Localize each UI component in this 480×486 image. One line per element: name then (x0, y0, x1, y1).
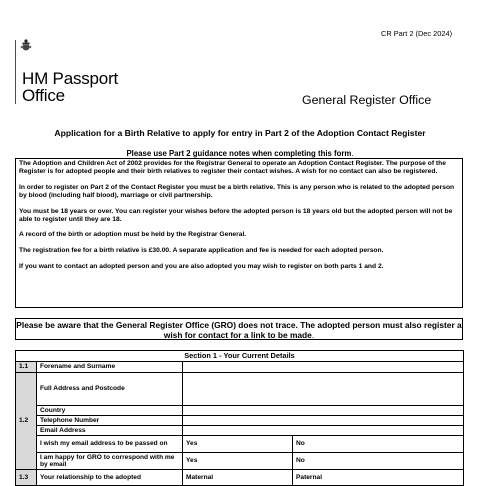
relationship-label: Your relationship to the adopted (37, 470, 183, 486)
department-name: General Register Office (302, 93, 432, 107)
forename-label: Forename and Surname (37, 362, 183, 373)
email-correspond-label: I am happy for GRO to correspond with me by email (37, 453, 183, 470)
logo-line-2: Office (22, 86, 65, 105)
email-input[interactable] (183, 426, 464, 436)
logo-divider (15, 40, 16, 104)
question-number: 1.2 (16, 373, 37, 470)
section-1-table (15, 350, 464, 486)
form-reference: CR Part 2 (Dec 2024) (381, 29, 453, 38)
email-pass-on-no-option[interactable]: No (293, 436, 464, 453)
notice-period: . (311, 330, 315, 340)
relationship-paternal-option[interactable]: Paternal (293, 470, 464, 486)
email-label: Email Address (37, 426, 183, 436)
question-number: 1.3 (16, 470, 37, 486)
info-paragraph: You must be 18 years or over. You can register your wishes before the adopted person is 18 years old but the adopted person will not be able to register until they are 18. (19, 207, 453, 223)
email-pass-on-label: I wish my email address to be passed on (37, 436, 183, 453)
guidance-period: . (351, 149, 354, 158)
info-paragraph: A record of the birth or adoption must be held by the Registrar General. (19, 231, 247, 239)
country-input[interactable] (183, 406, 464, 416)
information-box (15, 158, 463, 308)
hm-passport-office-logo (22, 70, 118, 104)
form-title: Application for a Birth Relative to apply for entry in Part 2 of the Adoption Contact Register (54, 128, 426, 138)
info-paragraph: The registration fee for a birth relative is £30.00. A separate application and fee is needed for each adopted person. (19, 246, 384, 254)
guidance-note (0, 149, 480, 158)
address-input[interactable] (183, 373, 464, 406)
relationship-maternal-option[interactable]: Maternal (183, 470, 293, 486)
address-label: Full Address and Postcode (37, 373, 183, 406)
email-pass-on-yes-option[interactable]: Yes (183, 436, 293, 453)
section-1-heading: Section 1 - Your Current Details (16, 351, 464, 362)
info-paragraph: If you want to contact an adopted person and you are also adopted you may wish to register on both parts 1 and 2. (19, 262, 384, 270)
email-correspond-no-option[interactable]: No (293, 453, 464, 470)
logo-line-1: HM Passport (22, 69, 119, 88)
forename-input[interactable] (183, 362, 464, 373)
notice-text: Please be aware that the General Register Office (GRO) does not trace. The adopted person must also register a wish for contact for a link to be made (16, 320, 462, 340)
info-paragraph: The Adoption and Children Act of 2002 provides for the Registrar General to operate an Adoption Contact Register. The purpose of the Register is for adopted people and their birth relatives to register their contact wishes. A wish for no contact can also be registered. (19, 160, 446, 176)
email-correspond-yes-option[interactable]: Yes (183, 453, 293, 470)
question-number: 1.1 (16, 362, 37, 373)
info-paragraph: In order to register on Part 2 of the Contact Register you must be a birth relative. This is any person who is related to the adopted person by blood (including half blood), marriage or civil partnership. (19, 183, 455, 199)
telephone-label: Telephone Number (37, 416, 183, 426)
country-label: Country (37, 406, 183, 416)
royal-crest-icon (20, 39, 32, 53)
tracing-notice (15, 318, 463, 340)
guidance-text: Please use Part 2 guidance notes when completing this form (126, 149, 352, 158)
telephone-input[interactable] (183, 416, 464, 426)
